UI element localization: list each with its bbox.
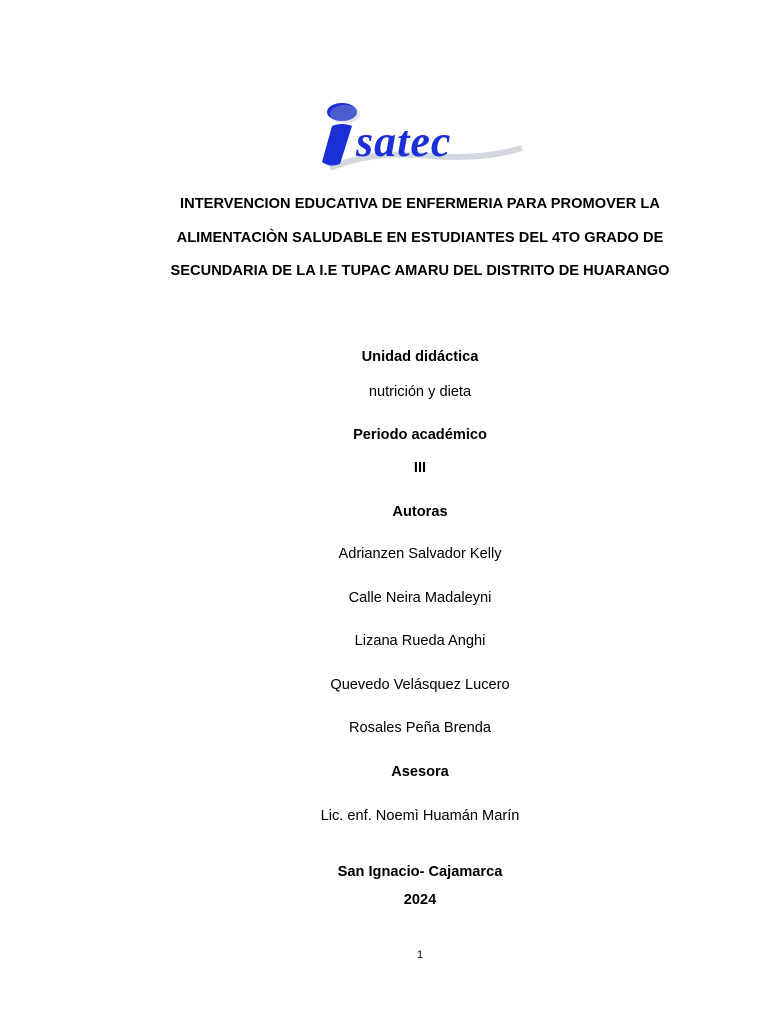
- isatec-logo: [312, 98, 526, 174]
- autora-name: Adrianzen Salvador Kelly: [338, 546, 502, 562]
- unidad-value: nutrición y dieta: [368, 384, 472, 400]
- page-number: 1: [416, 949, 424, 961]
- asesora-value: Lic. enf. Noemì Huamán Marín: [320, 808, 520, 824]
- asesora-label: Asesora: [391, 764, 449, 780]
- autoras-label: Autoras: [392, 504, 448, 520]
- autora-name: Calle Neira Madaleyni: [348, 590, 492, 606]
- periodo-value: III: [413, 460, 427, 476]
- autora-name: Quevedo Velásquez Lucero: [330, 677, 510, 693]
- unidad-label: Unidad didáctica: [361, 349, 479, 365]
- title-line-1: INTERVENCION EDUCATIVA DE ENFERMERIA PARA PROMOVER LA: [180, 196, 660, 212]
- autora-name: Lizana Rueda Anghi: [354, 633, 486, 649]
- isatec-logo-graphic: [312, 98, 526, 174]
- title-line-2: ALIMENTACIÒN SALUDABLE EN ESTUDIANTES DEL 4TO GRADO DE: [176, 230, 664, 246]
- title-line-3: SECUNDARIA DE LA I.E TUPAC AMARU DEL DISTRITO DE HUARANGO: [170, 263, 670, 279]
- autora-name: Rosales Peña Brenda: [349, 720, 491, 736]
- logo-wordmark: satec: [356, 117, 452, 166]
- lugar: San Ignacio- Cajamarca: [337, 864, 503, 880]
- anio: 2024: [403, 892, 437, 908]
- periodo-label: Periodo académico: [353, 427, 487, 443]
